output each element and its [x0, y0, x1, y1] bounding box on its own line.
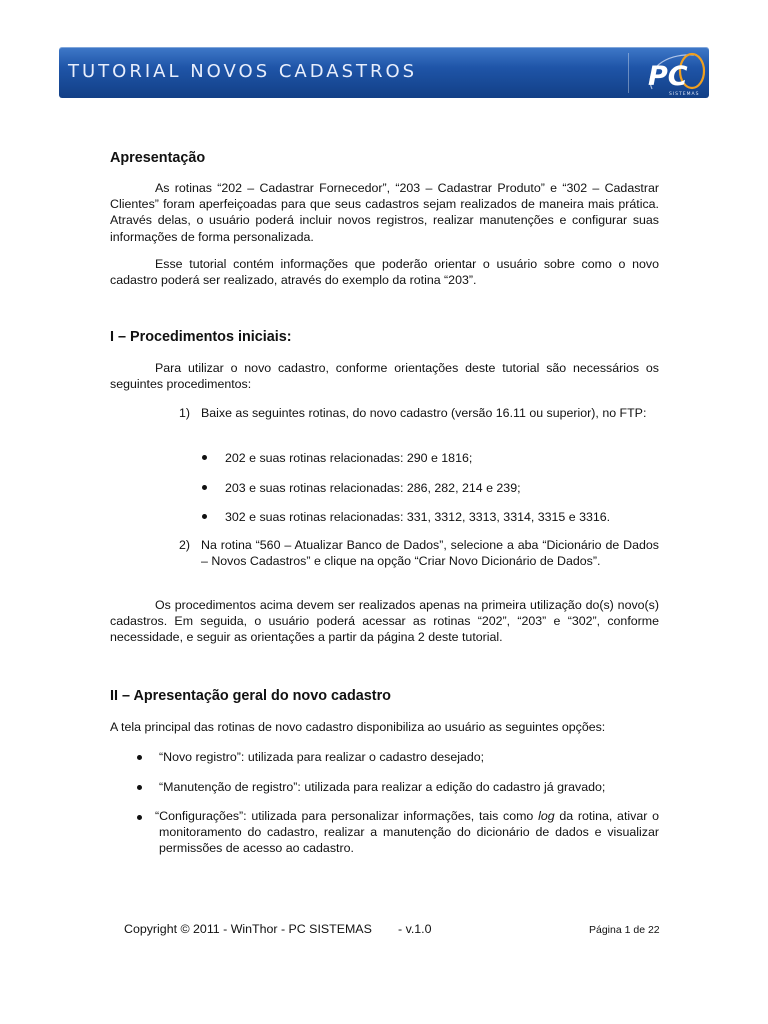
footer-version: - v.1.0: [398, 922, 432, 936]
option-configuracoes: [155, 808, 659, 857]
section-heading-procedimentos: I – Procedimentos iniciais:: [110, 329, 292, 345]
footer-copyright: Copyright © 2011 - WinThor - PC SISTEMAS: [124, 922, 372, 936]
step-1-text: Baixe as seguintes rotinas, do novo cadastro (versão 16.11 ou superior), no FTP:: [201, 406, 647, 420]
sub-item-203: 203 e suas rotinas relacionadas: 286, 282, 214 e 239;: [225, 481, 521, 495]
step-2-number: 2): [179, 538, 191, 552]
logo-subtext: SISTEMAS: [669, 92, 700, 97]
option-novo-registro: “Novo registro”: utilizada para realizar o cadastro desejado;: [159, 750, 485, 764]
bullet-dot: [137, 815, 142, 820]
option-configuracoes-part2: da rotina, ativar o monitoramento do cadastro, realizar a manutenção do dicionário de dados e visualizar permissões de acesso ao cadastro.: [159, 809, 659, 856]
bullet-dot: [137, 755, 142, 760]
pc-sistemas-logo: [642, 49, 706, 97]
section-heading-apresentacao: Apresentação: [110, 150, 206, 166]
bullet-dot: [137, 785, 142, 790]
option-manutencao-registro: “Manutenção de registro”: utilizada para realizar a edição do cadastro já gravado;: [159, 780, 606, 794]
paragraph-procedimentos-closing: Os procedimentos acima devem ser realizados apenas na primeira utilização do(s) novo(s) cadastros. Em seguida, o usuário poderá acessar as rotinas “202”, “203” e “302”, conforme necessidade, e seguir as orientações a partir da página 2 deste tutorial.: [110, 598, 659, 645]
document-title: TUTORIAL NOVOS CADASTROS: [68, 61, 418, 82]
banner-divider: [628, 53, 629, 93]
logo-text: PC: [648, 61, 688, 92]
bullet-dot: [202, 485, 207, 490]
paragraph-apresentacao-2: Esse tutorial contém informações que poderão orientar o usuário sobre como o novo cadastro poderá ser realizado, através do exemplo da rotina “203”.: [110, 257, 659, 288]
paragraph-procedimentos-intro: Para utilizar o novo cadastro, conforme orientações deste tutorial são necessários os seguintes procedimentos:: [110, 361, 659, 392]
footer-page-number: Página 1 de 22: [589, 924, 660, 936]
step-2-text: Na rotina “560 – Atualizar Banco de Dados”, selecione a aba “Dicionário de Dados – Novos Cadastros” e clique na opção “Criar Novo Dicionário de Dados”.: [201, 538, 659, 569]
section-heading-apresentacao-geral: II – Apresentação geral do novo cadastro: [110, 688, 391, 704]
sub-item-202: 202 e suas rotinas relacionadas: 290 e 1816;: [225, 451, 473, 465]
option-configuracoes-part1: “Configurações”: utilizada para personalizar informações, tais como: [155, 809, 539, 823]
paragraph-apresentacao-1: As rotinas “202 – Cadastrar Fornecedor”, “203 – Cadastrar Produto” e “302 – Cadastrar Clientes” foram aperfeiçoadas para que seus cadastros sejam realizados de maneira mais prática. Através delas, o usuário poderá incluir novos registros, realizar manutenções e configurar suas informações de forma personalizada.: [110, 181, 659, 244]
sub-item-302: 302 e suas rotinas relacionadas: 331, 3312, 3313, 3314, 3315 e 3316.: [225, 510, 611, 524]
bullet-dot: [202, 455, 207, 460]
header-banner: [59, 47, 709, 98]
option-configuracoes-log: log: [538, 809, 555, 823]
paragraph-apresentacao-geral-intro: A tela principal das rotinas de novo cadastro disponibiliza ao usuário as seguintes opções:: [110, 720, 606, 734]
step-1-number: 1): [179, 406, 191, 420]
bullet-dot: [202, 514, 207, 519]
